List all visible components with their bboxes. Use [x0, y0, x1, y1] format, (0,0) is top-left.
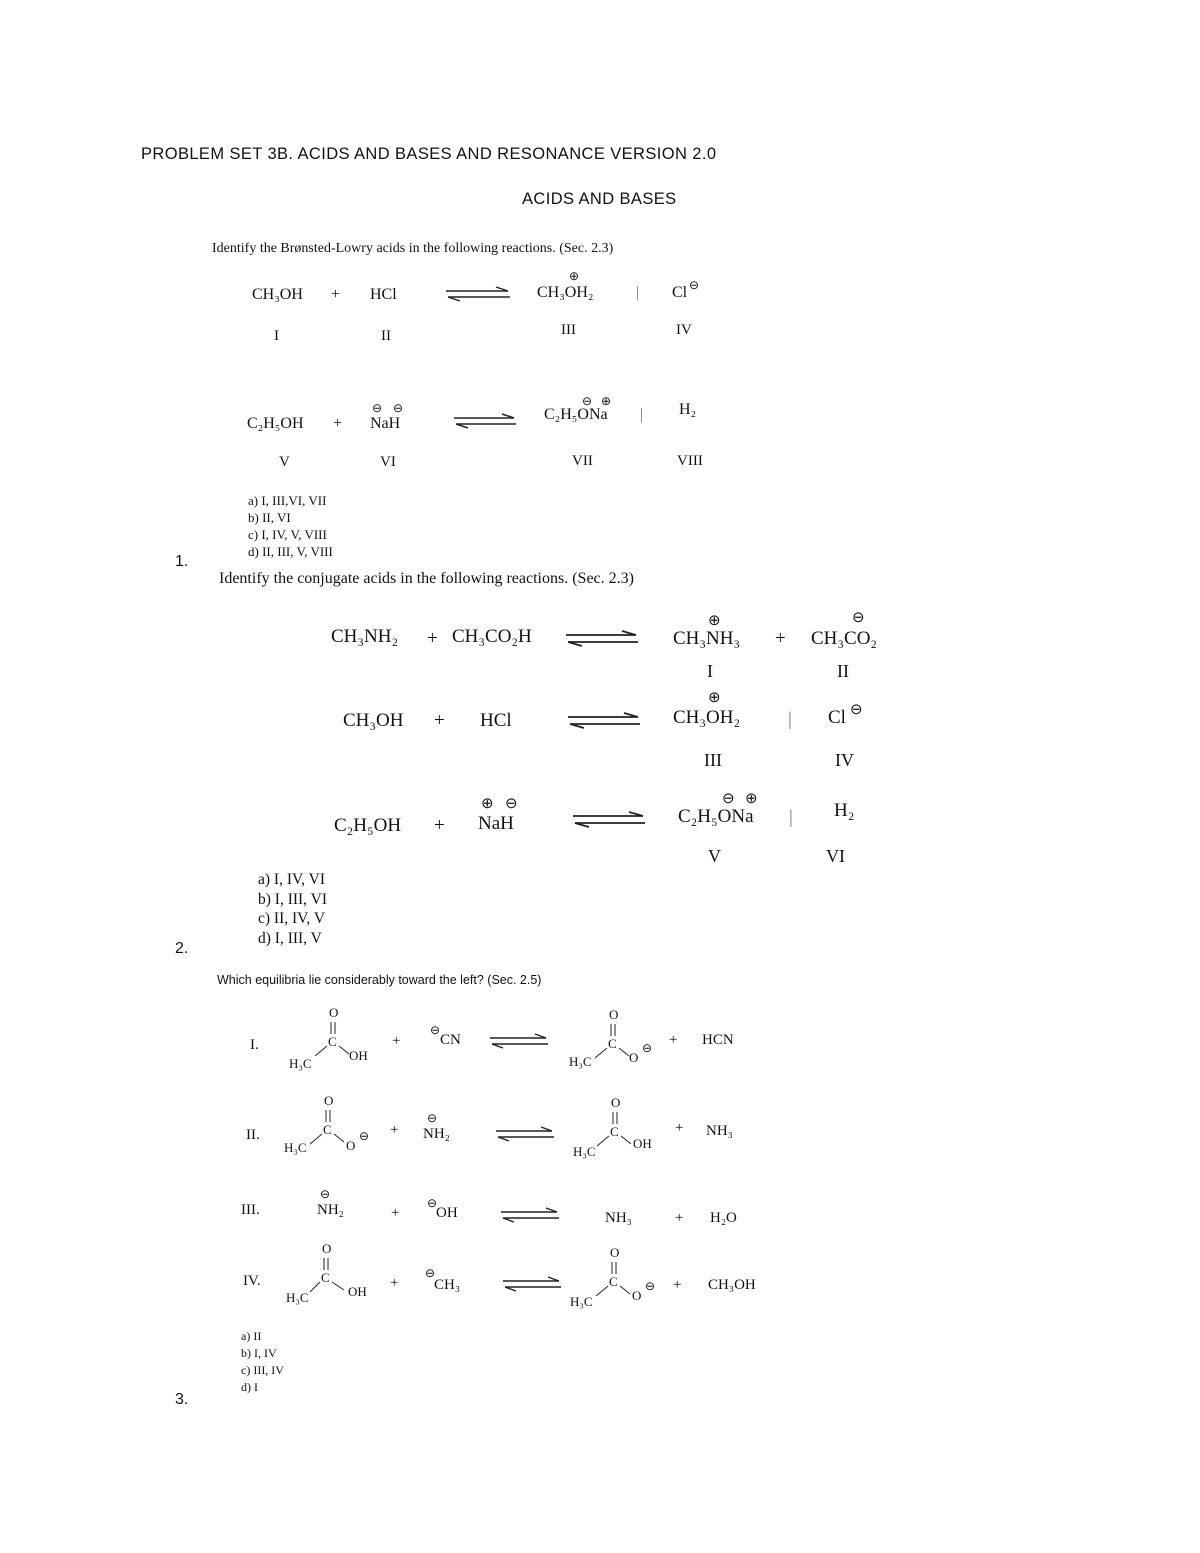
- problem-number: 1.: [175, 553, 189, 570]
- positive-charge-icon: ⊕: [601, 394, 612, 408]
- label-II: II: [381, 328, 391, 344]
- label-VIII: VIII: [677, 453, 703, 469]
- hydrogen-cyanide: HCN: [702, 1032, 734, 1048]
- equilibrium-arrow: [452, 413, 518, 429]
- carbonyl-oxygen-label: O: [322, 1241, 332, 1256]
- equilibrium-arrow: [488, 1033, 550, 1049]
- negative-charge-icon: ⊖: [645, 1279, 656, 1293]
- label-II: II: [837, 661, 849, 681]
- carbonyl-oxygen-label: O: [329, 1005, 339, 1020]
- species-IV: Cl: [828, 707, 846, 728]
- label-V: V: [279, 454, 290, 470]
- label-VII: VII: [572, 453, 593, 469]
- label-III: III: [704, 750, 722, 770]
- row-label: II.: [246, 1127, 260, 1143]
- label-I: I: [707, 661, 713, 681]
- methyl-anion: CH₃: [434, 1277, 461, 1293]
- problem-number: 3.: [175, 1391, 189, 1408]
- negative-charge-icon: ⊖: [689, 278, 700, 292]
- positive-charge-icon: ⊕: [708, 690, 721, 706]
- alkoxide-oxygen-label: O: [632, 1288, 642, 1303]
- plus-sign: +: [331, 286, 341, 303]
- negative-charge-icon: ⊖: [430, 1023, 441, 1037]
- equilibrium-arrow: [571, 811, 647, 829]
- species-VI: H₂: [834, 800, 855, 821]
- label-I: I: [274, 328, 279, 344]
- water: H₂O: [710, 1210, 737, 1226]
- plus-sign: +: [434, 710, 445, 731]
- option-a[interactable]: a) I, IV, VI: [258, 871, 326, 888]
- acetic-acid-structure: [571, 1092, 671, 1164]
- acetate-structure: [567, 1004, 667, 1076]
- species-ethanol: C₂H₅OH: [334, 815, 402, 836]
- equilibrium-arrow: [499, 1207, 561, 1223]
- plus-sign: +: [333, 415, 343, 432]
- plus-sign-faint: |: [789, 807, 793, 828]
- carbonyl-oxygen-label: O: [609, 1007, 619, 1022]
- species-II: HCl: [370, 286, 397, 303]
- amide-ion: NH₂: [423, 1126, 450, 1142]
- page-title: PROBLEM SET 3B. ACIDS AND BASES AND RESONANCE VERSION 2.0: [141, 145, 717, 163]
- plus-sign: +: [392, 1033, 401, 1049]
- species-V: C₂H₅ONa: [678, 806, 754, 827]
- option-d[interactable]: d) I: [241, 1380, 258, 1394]
- option-d[interactable]: d) II, III, V, VIII: [248, 544, 333, 559]
- plus-sign: +: [673, 1277, 682, 1293]
- equilibrium-arrow: [564, 630, 640, 648]
- label-V: V: [708, 846, 721, 866]
- option-b[interactable]: b) II, VI: [248, 510, 291, 525]
- negative-charge-icon: ⊖: [642, 1041, 653, 1055]
- answer-options: [241, 1328, 284, 1396]
- option-a[interactable]: a) I, III,VI, VII: [248, 493, 327, 508]
- species-methylamine: CH₃NH₂: [331, 626, 399, 647]
- negative-charge-icon: ⊖: [427, 1196, 438, 1210]
- plus-sign-faint: |: [788, 709, 792, 730]
- species-II: CH₃CO₂: [811, 628, 878, 649]
- carbonyl-carbon-label: C: [328, 1034, 337, 1049]
- carbonyl-carbon-label: C: [323, 1122, 332, 1137]
- cyanide: CN: [440, 1032, 461, 1048]
- section-heading: ACIDS AND BASES: [522, 190, 677, 208]
- plus-sign-faint: |: [640, 406, 644, 423]
- negative-charge-icon: ⊖: [427, 1111, 438, 1125]
- negative-charge-icon: ⊖: [425, 1266, 436, 1280]
- plus-sign: +: [390, 1122, 399, 1138]
- question-text: Identify the conjugate acids in the following reactions. (Sec. 2.3): [219, 570, 634, 587]
- negative-charge-icon: ⊖: [320, 1187, 331, 1201]
- alkoxide-oxygen-label: O: [629, 1050, 639, 1065]
- option-c[interactable]: c) III, IV: [241, 1363, 284, 1377]
- answer-options: [258, 870, 327, 948]
- plus-sign: +: [391, 1205, 400, 1221]
- option-d[interactable]: d) I, III, V: [258, 929, 322, 947]
- row-label: IV.: [243, 1273, 261, 1289]
- species-IV: Cl: [672, 284, 688, 301]
- acetic-acid-structure: [286, 1238, 386, 1310]
- methyl-label: H₃C: [289, 1056, 312, 1071]
- answer-options: [248, 492, 333, 560]
- methyl-label: H₃C: [284, 1140, 307, 1155]
- option-c[interactable]: c) I, IV, V, VIII: [248, 527, 327, 542]
- acetic-acid-structure: [285, 1002, 385, 1074]
- amide-ion: NH₂: [317, 1202, 344, 1218]
- negative-charge-icon: ⊖: [850, 702, 863, 718]
- methyl-label: H₃C: [569, 1054, 592, 1069]
- label-III: III: [561, 322, 576, 338]
- negative-charge-icon: ⊖: [393, 401, 404, 415]
- methyl-label: H₃C: [286, 1290, 309, 1305]
- plus-sign: +: [675, 1210, 684, 1226]
- label-VI: VI: [826, 846, 845, 866]
- negative-charge-icon: ⊖: [359, 1129, 370, 1143]
- hydroxyl-label: OH: [633, 1136, 652, 1151]
- negative-charge-icon: ⊖: [505, 796, 518, 812]
- plus-sign: +: [434, 815, 445, 836]
- species-NaH: NaH: [478, 813, 514, 834]
- positive-charge-icon: ⊕: [569, 269, 580, 283]
- label-VI: VI: [380, 454, 396, 470]
- positive-charge-icon: ⊕: [708, 613, 721, 629]
- species-acetic-acid: CH₃CO₂H: [452, 626, 532, 647]
- hydroxide: OH: [436, 1205, 458, 1221]
- negative-charge-icon: ⊖: [582, 394, 593, 408]
- negative-charge-icon: ⊖: [722, 791, 735, 807]
- carbonyl-carbon-label: C: [610, 1124, 619, 1139]
- carbonyl-oxygen-label: O: [611, 1095, 621, 1110]
- species-I: CH₃NH₃: [673, 628, 741, 649]
- problem-number: 2.: [175, 940, 189, 957]
- plus-sign: +: [775, 628, 786, 649]
- ammonia: NH₃: [706, 1123, 733, 1139]
- plus-sign: +: [675, 1120, 684, 1136]
- carbonyl-oxygen-label: O: [324, 1093, 334, 1108]
- option-a[interactable]: a) II: [241, 1329, 262, 1343]
- acetate-structure: [570, 1242, 670, 1314]
- option-b[interactable]: b) I, IV: [241, 1346, 277, 1360]
- carbonyl-carbon-label: C: [608, 1036, 617, 1051]
- species-VIII: H₂: [679, 401, 697, 418]
- acetate-structure: [284, 1090, 384, 1162]
- equilibrium-arrow: [494, 1126, 556, 1142]
- plus-sign: +: [427, 628, 438, 649]
- label-IV: IV: [835, 750, 854, 770]
- positive-charge-icon: ⊕: [745, 791, 758, 807]
- question-text: Identify the Brønsted-Lowry acids in the following reactions. (Sec. 2.3): [212, 241, 614, 256]
- carbonyl-carbon-label: C: [321, 1270, 330, 1285]
- species-III: CH₃OH₂: [537, 284, 594, 301]
- hydroxyl-label: OH: [348, 1284, 367, 1299]
- methanol: CH₃OH: [708, 1277, 756, 1293]
- plus-sign-faint: |: [636, 284, 640, 301]
- positive-charge-icon: ⊖: [372, 401, 383, 415]
- option-b[interactable]: b) I, III, VI: [258, 890, 328, 908]
- species-hcl: HCl: [480, 710, 512, 731]
- species-I: CH₃OH: [252, 286, 303, 303]
- positive-charge-icon: ⊕: [481, 796, 494, 812]
- species-VII: C₂H₅ONa: [544, 406, 608, 423]
- species-methanol: CH₃OH: [343, 710, 404, 731]
- plus-sign: +: [390, 1275, 399, 1291]
- question-text: Which equilibria lie considerably toward the left? (Sec. 2.5): [217, 973, 542, 987]
- carbonyl-carbon-label: C: [609, 1274, 618, 1289]
- row-label: III.: [241, 1202, 260, 1218]
- alkoxide-oxygen-label: O: [346, 1138, 356, 1153]
- option-c[interactable]: c) II, IV, V: [258, 910, 326, 927]
- plus-sign: +: [669, 1032, 678, 1048]
- equilibrium-arrow: [444, 286, 512, 302]
- ammonia: NH₃: [605, 1210, 632, 1226]
- negative-charge-icon: ⊖: [852, 610, 865, 626]
- methyl-label: H₃C: [570, 1294, 593, 1309]
- equilibrium-arrow: [501, 1276, 563, 1292]
- row-label: I.: [250, 1037, 259, 1053]
- hydroxyl-label: OH: [349, 1048, 368, 1063]
- species-III: CH₃OH₂: [673, 707, 741, 728]
- methyl-label: H₃C: [573, 1144, 596, 1159]
- carbonyl-oxygen-label: O: [610, 1245, 620, 1260]
- equilibrium-arrow: [566, 712, 642, 730]
- label-IV: IV: [676, 322, 692, 338]
- species-VI: NaH: [370, 415, 401, 432]
- species-V: C₂H₅OH: [247, 415, 304, 432]
